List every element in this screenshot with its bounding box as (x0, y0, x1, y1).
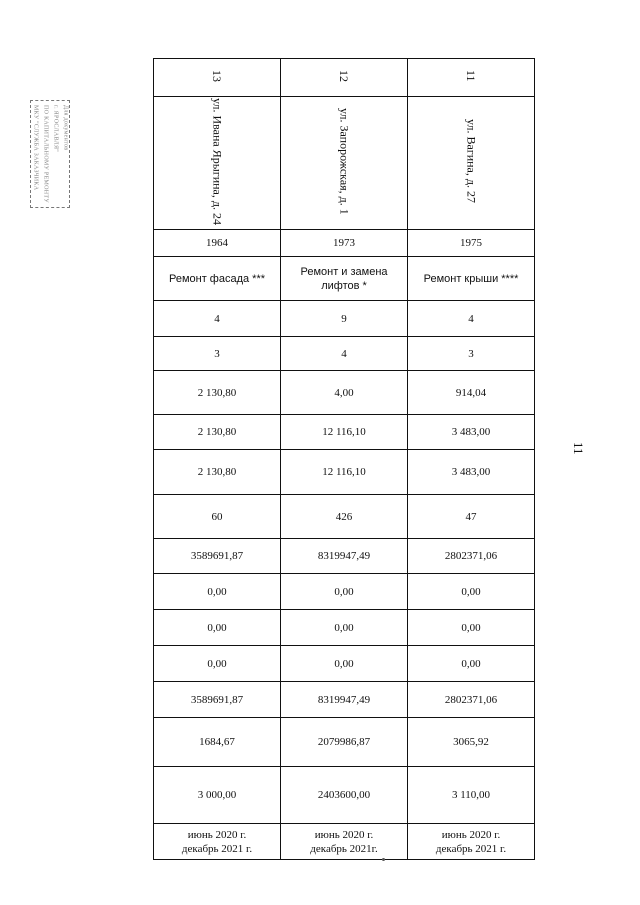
cell-cost: 2802371,06 (408, 682, 535, 718)
cell-area: 4,00 (281, 371, 408, 415)
row-year (154, 230, 535, 257)
cell-address: ул. Запорожская, д. 1 (281, 97, 408, 230)
stamp-line: г. ЯРОСЛАВЛЯ" (52, 105, 59, 153)
cell-floors: 9 (281, 301, 408, 337)
approval-stamp (30, 100, 70, 208)
cell-residents: 47 (408, 495, 535, 539)
cell-address: ул. Ивана Ярыгина, д. 24 (154, 97, 281, 230)
cell-number: 11 (408, 59, 535, 97)
page-number: 11 (571, 442, 586, 455)
period-start: июнь 2020 г. (187, 828, 247, 841)
row-fund-a (154, 574, 535, 610)
cell-period (408, 824, 535, 860)
cell-number: 13 (154, 59, 281, 97)
period-end: декабрь 2021г. (310, 842, 378, 855)
cell-fund: 0,00 (154, 610, 281, 646)
cell-fund: 0,00 (408, 574, 535, 610)
cell-floors: 4 (408, 301, 535, 337)
cell-year: 1973 (281, 230, 408, 257)
cell-area: 2 130,80 (154, 415, 281, 450)
row-fund-c (154, 646, 535, 682)
row-work-type (154, 257, 535, 301)
row-cost-owners (154, 682, 535, 718)
period-start: июнь 2020 г. (441, 828, 501, 841)
cell-address: ул. Вагина, д. 27 (408, 97, 535, 230)
cell-entrances: 3 (408, 337, 535, 371)
row-area-3 (154, 450, 535, 495)
row-limit-cost (154, 767, 535, 824)
cell-unit-cost: 2079986,87 (281, 718, 408, 767)
row-area-1 (154, 371, 535, 415)
scan-artifact-dot (382, 858, 385, 861)
cell-area: 914,04 (408, 371, 535, 415)
period-end: декабрь 2021 г. (181, 842, 253, 855)
row-period (154, 824, 535, 860)
cell-year: 1964 (154, 230, 281, 257)
cell-year: 1975 (408, 230, 535, 257)
cell-cost: 3589691,87 (154, 682, 281, 718)
cell-fund: 0,00 (408, 646, 535, 682)
cell-area: 12 116,10 (281, 415, 408, 450)
cell-area: 3 483,00 (408, 450, 535, 495)
cell-limit-cost: 3 110,00 (408, 767, 535, 824)
cell-unit-cost: 1684,67 (154, 718, 281, 767)
stamp-line: ПО КАПИТАЛЬНОМУ РЕМОНТУ (42, 105, 49, 203)
cell-residents: 60 (154, 495, 281, 539)
cell-fund: 0,00 (281, 574, 408, 610)
row-cost-total (154, 539, 535, 574)
stamp-line: МКУ "СЛУЖБА ЗАКАЗЧИКА (32, 105, 39, 191)
cell-entrances: 4 (281, 337, 408, 371)
row-entrances (154, 337, 535, 371)
cell-limit-cost: 2403600,00 (281, 767, 408, 824)
cell-fund: 0,00 (281, 610, 408, 646)
cell-floors: 4 (154, 301, 281, 337)
row-address (154, 97, 535, 230)
cell-work-type: Ремонт и замена лифтов * (281, 257, 408, 301)
cell-limit-cost: 3 000,00 (154, 767, 281, 824)
cell-cost: 3589691,87 (154, 539, 281, 574)
cell-area: 2 130,80 (154, 371, 281, 415)
cell-fund: 0,00 (281, 646, 408, 682)
repair-schedule-table (153, 58, 535, 860)
cell-residents: 426 (281, 495, 408, 539)
cell-area: 12 116,10 (281, 450, 408, 495)
cell-work-type: Ремонт фасада *** (154, 257, 281, 301)
stamp-line: Для документов (62, 105, 69, 151)
cell-period (281, 824, 408, 860)
row-number (154, 59, 535, 97)
row-floors (154, 301, 535, 337)
cell-cost: 2802371,06 (408, 539, 535, 574)
row-unit-cost (154, 718, 535, 767)
cell-cost: 8319947,49 (281, 539, 408, 574)
row-fund-b (154, 610, 535, 646)
period-start: июнь 2020 г. (314, 828, 374, 841)
row-area-2 (154, 415, 535, 450)
cell-period (154, 824, 281, 860)
cell-cost: 8319947,49 (281, 682, 408, 718)
cell-fund: 0,00 (154, 646, 281, 682)
cell-work-type: Ремонт крыши **** (408, 257, 535, 301)
cell-area: 2 130,80 (154, 450, 281, 495)
cell-fund: 0,00 (154, 574, 281, 610)
cell-fund: 0,00 (408, 610, 535, 646)
cell-unit-cost: 3065,92 (408, 718, 535, 767)
cell-entrances: 3 (154, 337, 281, 371)
row-residents (154, 495, 535, 539)
period-end: декабрь 2021 г. (435, 842, 507, 855)
cell-number: 12 (281, 59, 408, 97)
cell-area: 3 483,00 (408, 415, 535, 450)
